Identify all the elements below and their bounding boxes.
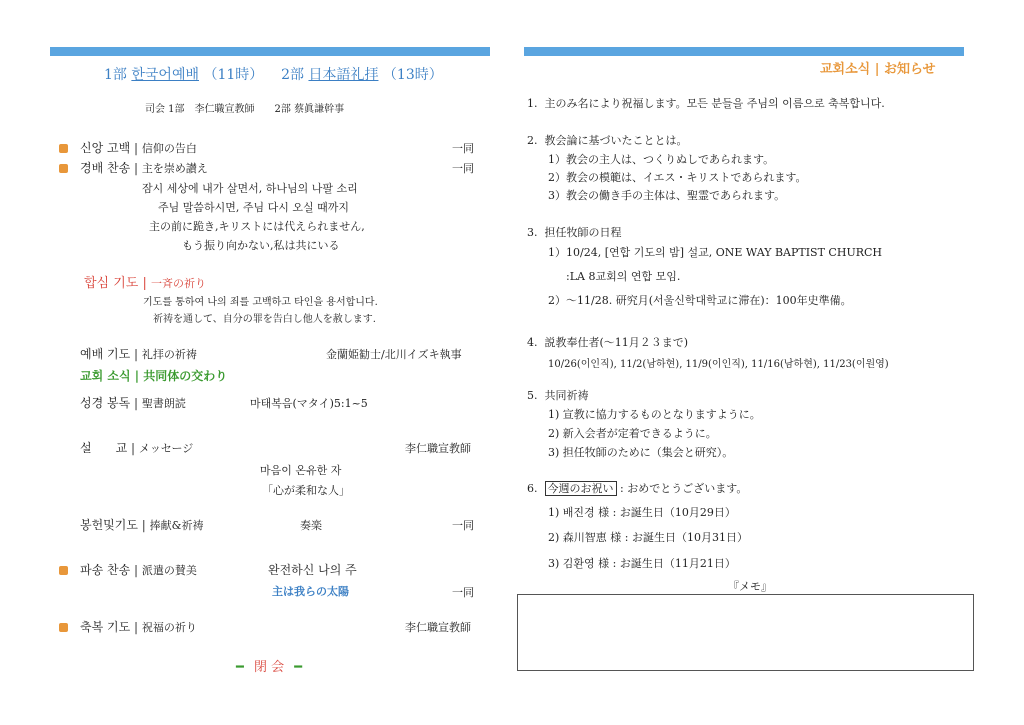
benediction-who: 李仁職宣教師 [405, 621, 471, 634]
left-top-bar [50, 47, 490, 56]
notice-2-line: 1）教会の主人は、つくりぬしであられます。 [548, 153, 775, 166]
notice-3-line: 1）10/24, [연합 기도의 밤] 설교, ONE WAY BAPTIST CHURCH [548, 246, 883, 259]
sermon-row: 설 교 | メッセージ [80, 441, 194, 455]
notice-4-line: 10/26(이인직), 11/2(남하현), 11/9(이인직), 11/16(남하현), 11/23(이원영) [548, 359, 889, 370]
sending-who: 一同 [452, 586, 474, 599]
part1-time: （11時） [203, 67, 264, 83]
unison-line: 祈祷を通して、自分の罪を告白し他人を赦します. [153, 314, 376, 325]
right-header: 교회소식 | お知らせ [820, 62, 936, 77]
memo-label: 『メモ』 [728, 580, 772, 593]
lyric-line: 主の前に跪き,キリストには代えられません, [149, 220, 365, 233]
sermon-title-ko: 마음이 온유한 자 [260, 464, 342, 477]
notice-5-line: 2) 新入会者が定着できるように。 [548, 427, 717, 440]
notice-5-line: 3) 担任牧師のために（集会と研究）。 [548, 446, 734, 459]
notice-2: 2. 教会論に基づいたこととは。 [527, 134, 688, 147]
notice-5-line: 1) 宣教に協力するものとなりますように。 [548, 408, 761, 421]
part2-title: 日本語礼拝 [308, 67, 379, 83]
unison-prayer-row: 합심 기도 | 一斉の祈り [84, 276, 207, 291]
notice-1: 1. 主のみ名により祝福します。모든 분들을 주님의 이름으로 축복합니다. [527, 97, 885, 110]
lyric-line: もう振り向かない,私は共にいる [182, 239, 340, 252]
bullet-icon [59, 623, 68, 632]
notice-3: 3. 担任牧師の日程 [527, 226, 622, 239]
notice-2-line: 2）教会の模範は、イエス・キリストであられます。 [548, 171, 807, 184]
notice-3-line: 2）～11/28. 研究月(서울신학대학교に滞在)：100年史準備。 [548, 294, 852, 307]
lyric-line: 잠시 세상에 내가 살면서, 하나님의 나팔 소리 [142, 182, 358, 195]
right-top-bar [524, 47, 964, 56]
praise-who: 一同 [452, 162, 474, 175]
notice-3-line: :LA 8교회의 연합 모임. [566, 270, 681, 283]
part2-time: （13時） [382, 67, 443, 83]
sending-song-ja: 主は我らの太陽 [272, 585, 349, 598]
celebration-box: 今週のお祝い [545, 481, 617, 496]
bullet-icon [59, 144, 68, 153]
sending-song-ko: 완전하신 나의 주 [268, 563, 357, 577]
worship-prayer-who: 金蘭姫勧士/北川イズキ執事 [326, 348, 462, 361]
closing-row: ━ 閉 会 ━ [236, 660, 303, 675]
notice-4: 4. 説教奉仕者(～11月２３まで) [527, 336, 689, 349]
notice-2-line: 3）教会の働き手の主体は、聖霊であられます。 [548, 189, 786, 202]
birthday-line: 1) 배진경 様 : お誕生日（10月29日） [548, 506, 736, 519]
offering-music: 奏楽 [300, 519, 322, 532]
notice-6: 6. 今週のお祝い : おめでとうございます。 [527, 482, 748, 495]
birthday-line: 3) 김환영 様 : お誕生日（11月21日） [548, 557, 736, 570]
confession-who: 一同 [452, 142, 474, 155]
part1-label: 1部 [104, 67, 127, 83]
church-news-row: 교회 소식 | 共同体の交わり [80, 369, 228, 383]
sending-row: 파송 찬송 | 派遣の賛美 [80, 563, 197, 577]
offering-row: 봉헌및기도 | 捧献&祈祷 [80, 518, 204, 532]
sermon-who: 李仁職宣教師 [405, 442, 471, 455]
memo-box [517, 594, 974, 671]
reading-ref: 마태복음(マタイ)5:1~5 [250, 397, 368, 410]
unison-line: 기도를 통하여 나의 죄를 고백하고 타인을 용서합니다. [143, 297, 378, 308]
left-header [104, 64, 443, 84]
sermon-title-ja: 「心が柔和な人」 [262, 484, 350, 497]
presider-line: 司会 1部 李仁職宣教師 2部 蔡眞謙幹事 [145, 104, 345, 115]
offering-who: 一同 [452, 519, 474, 532]
part1-title: 한국어예배 [131, 67, 199, 83]
praise-row: 경배 찬송 | 主を崇め讃え [80, 161, 208, 175]
lyric-line: 주님 말씀하시면, 주님 다시 오실 때까지 [158, 201, 349, 214]
part2-label: 2部 [281, 67, 305, 83]
bullet-icon [59, 566, 68, 575]
worship-prayer-row: 예배 기도 | 礼拝の祈祷 [80, 347, 197, 361]
benediction-row: 축복 기도 | 祝福の祈り [80, 620, 197, 634]
reading-row: 성경 봉독 | 聖書朗読 [80, 396, 186, 410]
bullet-icon [59, 164, 68, 173]
birthday-line: 2) 森川智恵 様 : お誕生日（10月31日） [548, 531, 748, 544]
notice-5: 5. 共同祈祷 [527, 389, 589, 402]
confession-row: 신앙 고백 | 信仰の告白 [80, 141, 197, 155]
